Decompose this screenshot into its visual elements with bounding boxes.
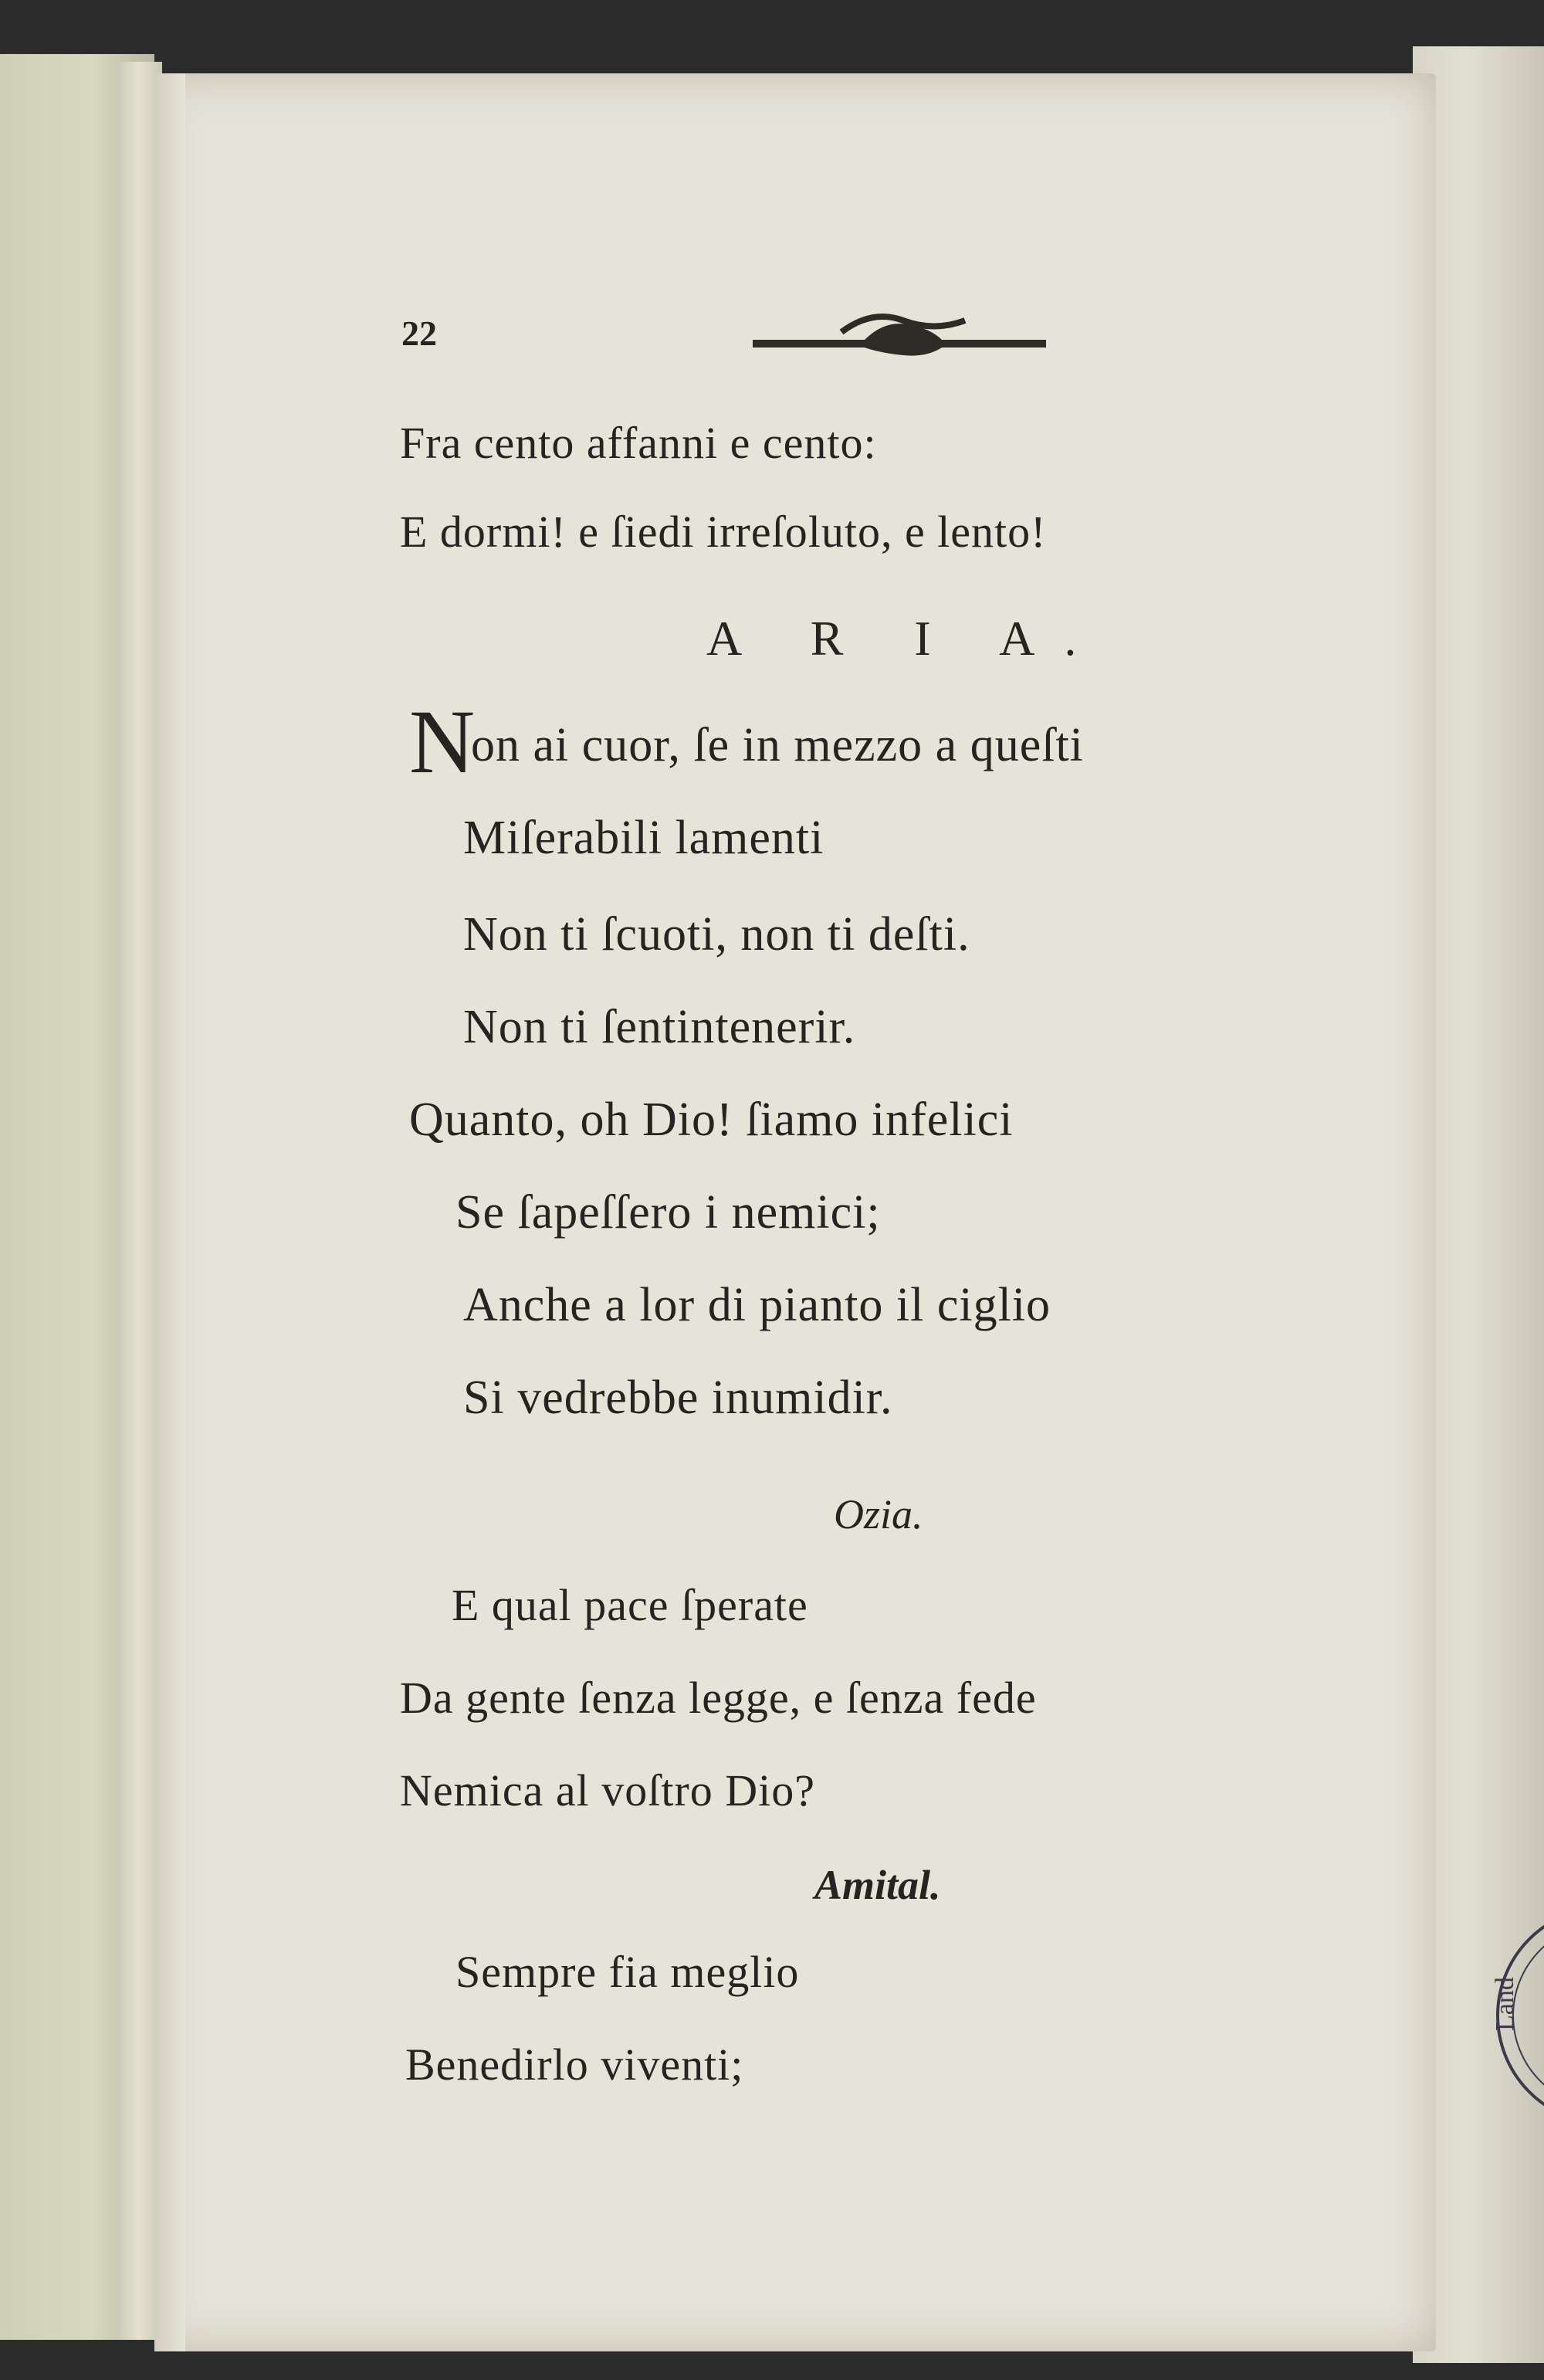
aria-line-2: Miſerabili lamenti xyxy=(463,812,824,864)
aria-line-3: Non ti ſcuoti, non ti deſti. xyxy=(463,908,970,961)
aria-heading: A R I A. xyxy=(706,611,1106,666)
page-number: 22 xyxy=(401,314,437,353)
aria-dropcap: N xyxy=(409,691,476,792)
aria-line-7: Anche a lor di pianto il ciglio xyxy=(463,1279,1051,1331)
aria-line-4: Non ti ſentintenerir. xyxy=(463,1001,856,1053)
amital-line-1: Sempre fia meglio xyxy=(455,1947,800,1997)
page-gutter-shadow xyxy=(154,73,185,2351)
aria-line-8: Si vedrebbe inumidir. xyxy=(463,1371,893,1424)
ozia-line-1: E qual pace ſperate xyxy=(452,1580,808,1630)
ozia-line-2: Da gente ſenza legge, e ſenza fede xyxy=(400,1673,1037,1723)
speaker-amital: Amital. xyxy=(814,1862,941,1908)
aria-line-5: Quanto, oh Dio! ſiamo infelici xyxy=(409,1093,1014,1146)
text-line-2: E dormi! e ſiedi irreſoluto, e lento! xyxy=(400,507,1047,557)
stamp-text: Land xyxy=(1491,1977,1519,2031)
aria-line-1: on ai cuor, ſe in mezzo a queſti xyxy=(471,719,1084,771)
aria-line-6: Se ſapeſſero i nemici; xyxy=(455,1186,881,1239)
ozia-line-3: Nemica al voſtro Dio? xyxy=(400,1765,815,1816)
text-line-1: Fra cento affanni e cento: xyxy=(400,418,877,468)
speaker-ozia: Ozia. xyxy=(834,1491,923,1538)
decorative-ornament-icon xyxy=(749,305,1050,367)
library-stamp-icon xyxy=(1475,1892,1544,2139)
amital-line-2: Benedirlo viventi; xyxy=(405,2039,744,2090)
